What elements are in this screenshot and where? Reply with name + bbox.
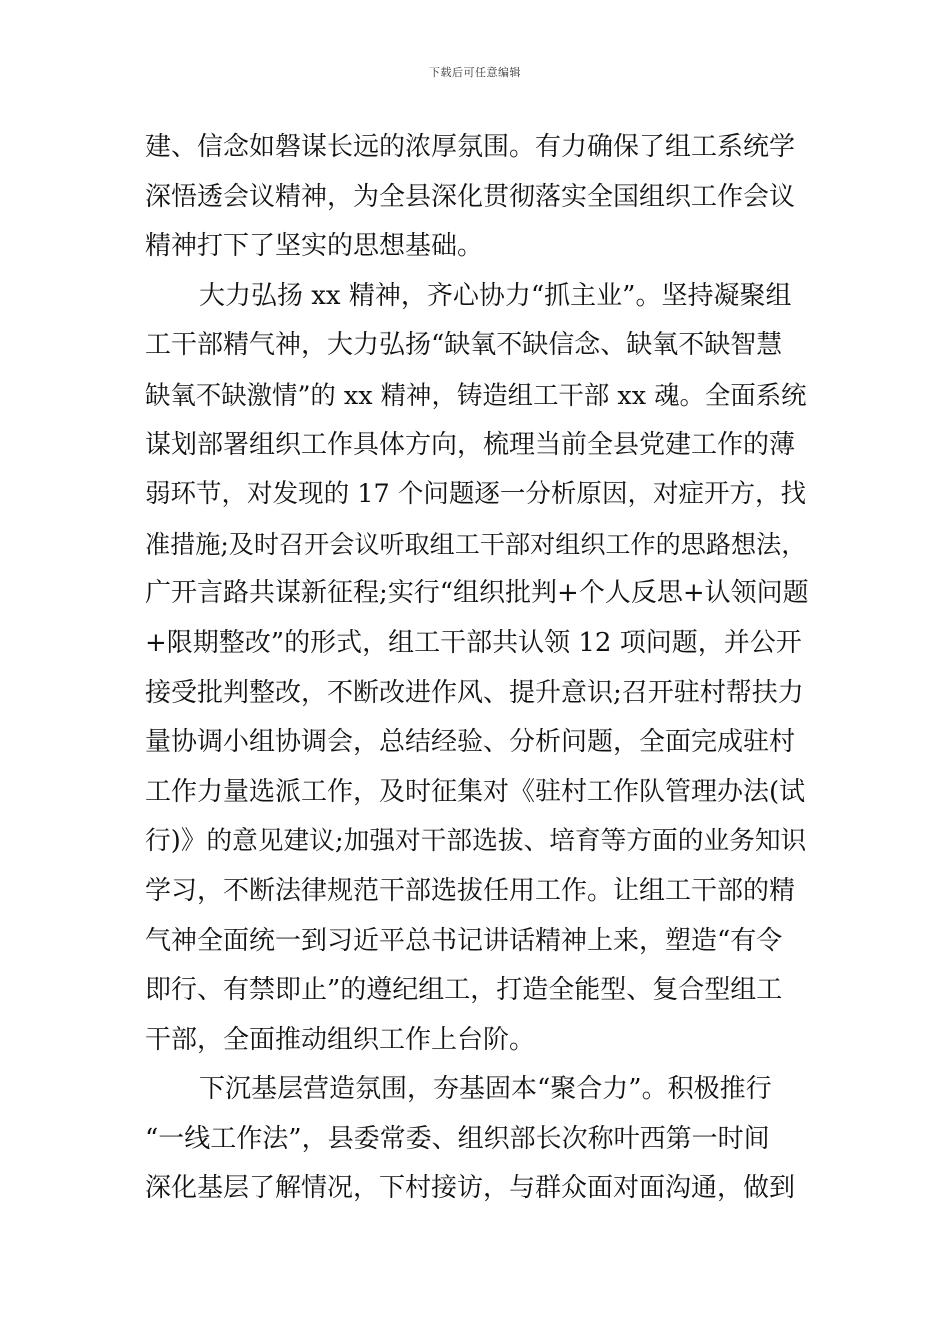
paragraph: [145, 1065, 810, 1214]
text-line: 深化基层了解情况，下村接访，与群众面对面沟通，做到: [145, 1173, 796, 1204]
text-line: 谋划部署组织工作具体方向，梳理当前全县党建工作的薄: [145, 429, 796, 460]
text-line: 学习，不断法律规范干部选拔任用工作。让组工干部的精: [145, 875, 796, 906]
paragraph: [145, 272, 810, 1066]
text-line: 缺氧不缺激情”的 xx 精神，铸造组工干部 xx 魂。全面系统: [145, 379, 807, 410]
text-line: 工干部精气神，大力弘扬“缺氧不缺信念、缺氧不缺智慧: [145, 330, 783, 361]
text-line: 广开言路共谋新征程;实行“组织批判+个人反思+认领问题: [145, 578, 809, 609]
text-line: “一线工作法”，县委常委、组织部长次称叶西第一时间: [145, 1123, 770, 1154]
text-line: 工作力量选派工作，及时征集对《驻村工作队管理办法(试: [145, 776, 806, 807]
text-line: 深悟透会议精神，为全县深化贯彻落实全国组织工作会议: [145, 181, 796, 212]
text-line: 接受批判整改，不断改进作风、提升意识;召开驻村帮扶力: [145, 677, 804, 708]
paragraph: [145, 123, 810, 272]
text-line: 精神打下了坚实的思想基础。: [145, 231, 484, 262]
document-body: [145, 123, 810, 1214]
text-line: 弱环节，对发现的 17 个问题逐一分析原因，对症开方，找: [145, 479, 807, 510]
text-line: 干部，全面推动组织工作上台阶。: [145, 1024, 536, 1055]
text-line: 大力弘扬 xx 精神，齐心协力“抓主业”。坚持凝聚组: [199, 280, 792, 311]
text-line: 量协调小组协调会，总结经验、分析问题，全面完成驻村: [145, 727, 796, 758]
text-line: 下沉基层营造氛围，夯基固本“聚合力”。积极推行: [199, 1074, 772, 1105]
text-line: 准措施;及时召开会议听取组工干部对组织工作的思路想法，: [145, 529, 807, 559]
page-header: 下载后可任意编辑: [429, 66, 521, 79]
text-line: 建、信念如磐谋长远的浓厚氛围。有力确保了组工系统学: [145, 132, 796, 162]
text-line: +限期整改”的形式，组工干部共认领 12 项问题，并公开: [145, 627, 802, 658]
text-line: 气神全面统一到习近平总书记讲话精神上来，塑造“有令: [145, 925, 783, 956]
text-line: 行)》的意见建议;加强对干部选拔、培育等方面的业务知识: [145, 826, 807, 857]
text-line: 即行、有禁即止”的遵纪组工，打造全能型、复合型组工: [145, 975, 783, 1006]
